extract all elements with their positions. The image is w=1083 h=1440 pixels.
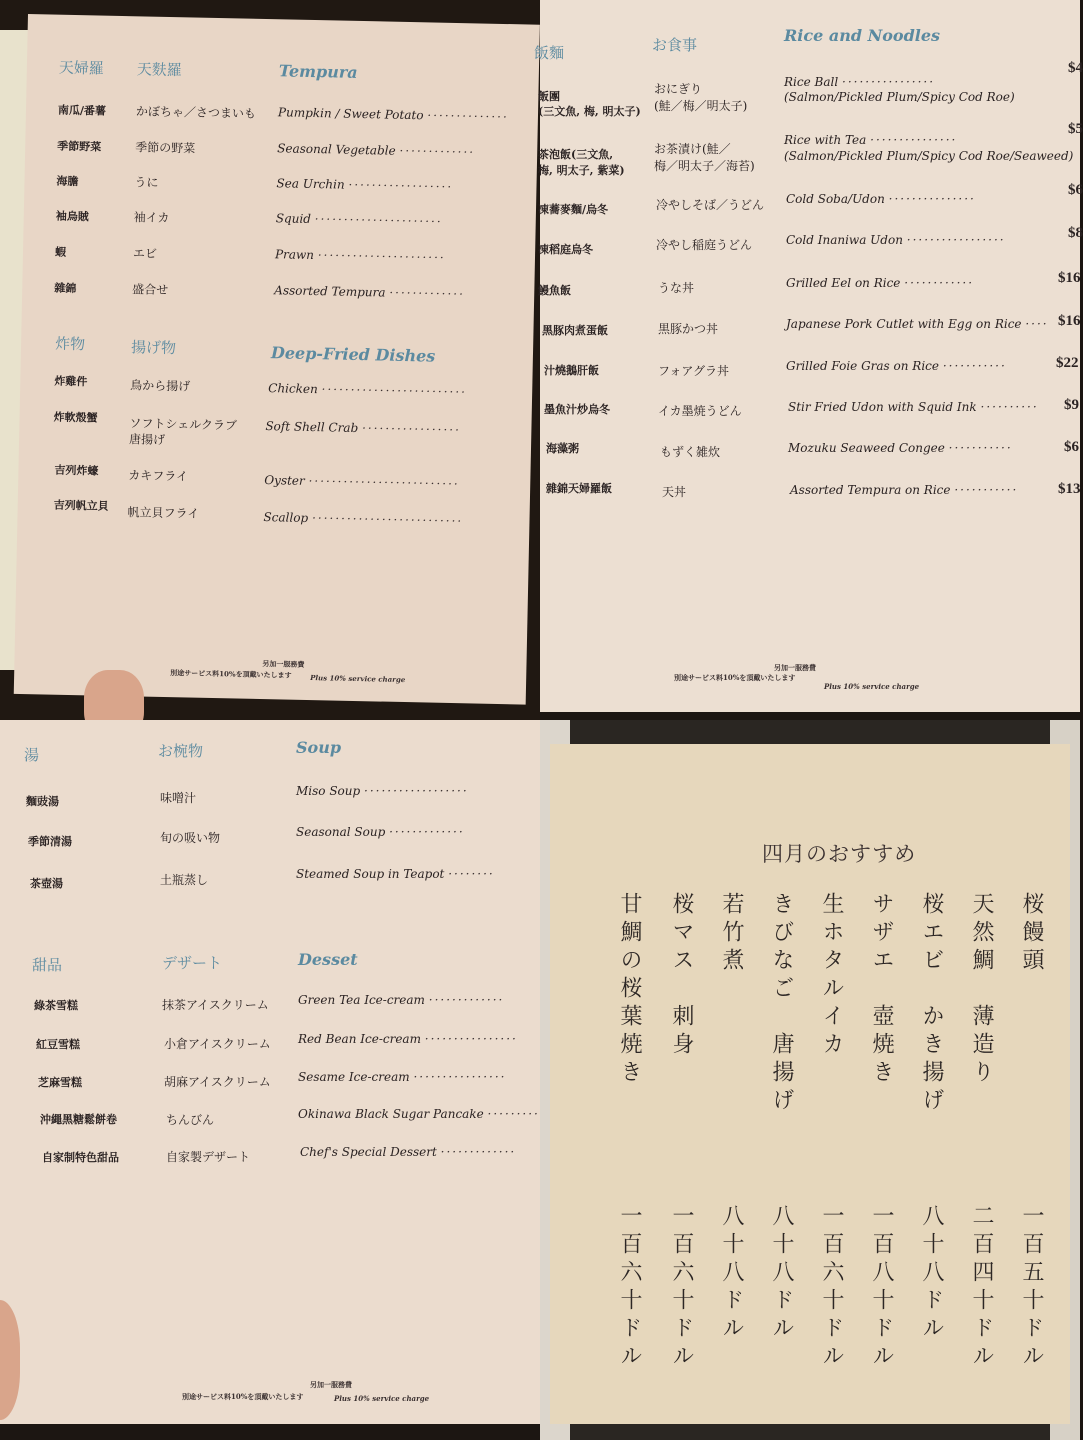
rice-item-en: (Salmon/Pickled Plum/Spicy Cod Roe/Seaweed) (784, 149, 1074, 163)
rice-item-jp: もずく雑炊 (660, 445, 721, 459)
fried-item-zh: 炸軟殼蟹 (53, 410, 98, 425)
april-title: 四月のおすすめ (762, 842, 917, 866)
rice-item-zh: 茶泡飯(三文魚, (538, 148, 614, 161)
soup-header-zh: 湯 (24, 746, 40, 764)
rice-item-jp: イカ墨焼うどん (658, 404, 742, 418)
tempura-item-jp: うに (134, 175, 159, 190)
soup-item-zh: 季節清湯 (28, 835, 72, 848)
fried-item-en: Soft Shell Crab ················· (265, 419, 462, 438)
tempura-item-zh: 蝦 (54, 245, 67, 259)
april-recommendations-photo (540, 720, 1080, 1440)
rice-item-jp: 黒豚かつ丼 (658, 322, 719, 336)
rice-item-jp: 天丼 (662, 485, 687, 499)
fried-item-jp: 鳥から揚げ (130, 378, 191, 394)
service-charge-jp: 別途サービス料10%を頂戴いたします (674, 673, 796, 682)
recommendation-name: サザエ 壺焼き (869, 892, 894, 1088)
dessert-item-en: Red Bean Ice-cream ················ (298, 1032, 518, 1046)
tempura-item-en: Pumpkin / Sweet Potato ·············· (277, 105, 509, 125)
rice-item-en: Cold Inaniwa Udon ················· (786, 233, 1006, 247)
tempura-item-zh: 雜錦 (54, 281, 77, 296)
dessert-item-zh: 沖繩黑糖鬆餅卷 (40, 1113, 117, 1126)
rice-item-price: $4 (1068, 60, 1083, 76)
dessert-item-zh: 綠茶雪糕 (34, 999, 78, 1012)
recommendation-name: 若竹煮 (719, 892, 744, 976)
rice-header-zh: 飯麵 (534, 44, 565, 62)
fried-header-zh: 炸物 (54, 334, 86, 354)
fried-item-en: Oyster ·························· (264, 473, 460, 492)
dessert-header-jp: デザート (162, 954, 223, 972)
recommendation-name: きびなご 唐揚げ (769, 892, 794, 1116)
fried-item-zh: 吉列帆立貝 (53, 498, 109, 513)
tempura-item-jp: エビ (132, 246, 158, 261)
rice-item-zh: 汁燒鵝肝飯 (544, 364, 599, 377)
rice-item-price: $6 (1068, 182, 1083, 198)
tempura-item-jp: かぼちゃ／さつまいも (135, 104, 257, 121)
rice-item-en: Grilled Foie Gras on Rice ··········· (786, 359, 1007, 373)
fried-item-jp: 帆立貝フライ (127, 505, 200, 521)
rice-item-en: (Salmon/Pickled Plum/Spicy Cod Roe) (784, 90, 1015, 104)
rice-item-jp: おにぎり (654, 82, 703, 96)
recommendation-price: 二百四十ドル (969, 1204, 994, 1372)
dessert-item-jp: ちんびん (166, 1113, 215, 1127)
tempura-header-jp: 天麩羅 (136, 60, 183, 80)
tempura-photo (0, 0, 540, 720)
tempura-item-en: Seasonal Vegetable ············· (277, 141, 476, 160)
soup-item-jp: 味噌汁 (160, 791, 197, 805)
recommendation-price: 一百六十ドル (669, 1204, 694, 1372)
recommendation-price: 一百六十ドル (819, 1204, 844, 1372)
soup-dessert-page (0, 720, 540, 1424)
dessert-item-en: Chef's Special Dessert ············· (300, 1145, 517, 1159)
rice-item-zh: 雜錦天婦羅飯 (546, 482, 612, 495)
rice-item-jp: 梅／明太子／海苔) (654, 159, 755, 173)
soup-item-zh: 麵豉湯 (26, 795, 59, 808)
tempura-item-zh: 南瓜/番薯 (57, 103, 107, 118)
fried-item-jp: 唐揚げ (128, 432, 166, 447)
service-charge-jp: 別途サービス料10%を頂戴いたします (170, 668, 292, 680)
rice-item-en: Cold Soba/Udon ··············· (786, 192, 976, 206)
rice-item-price: $5 (1068, 121, 1083, 137)
tempura-item-jp: 袖イカ (133, 210, 170, 226)
rice-item-price: $6 (1064, 439, 1079, 455)
recommendation-name: 桜饅頭 (1019, 892, 1044, 976)
rice-item-en: Grilled Eel on Rice ············ (786, 276, 975, 290)
dessert-item-jp: 胡麻アイスクリーム (164, 1075, 271, 1089)
tempura-item-en: Prawn ······················ (274, 247, 446, 265)
rice-item-zh: 海藻粥 (546, 442, 579, 455)
april-recommendations-card (550, 744, 1070, 1424)
dessert-header-zh: 甜品 (32, 956, 63, 974)
fried-item-en: Chicken ························· (268, 381, 468, 400)
tempura-item-zh: 袖烏賊 (55, 209, 89, 224)
rice-item-en: Rice Ball ················ (784, 75, 936, 89)
rice-item-zh: 墨魚汁炒烏冬 (544, 403, 610, 416)
service-charge-en: Plus 10% service charge (824, 682, 920, 691)
recommendation-price: 一百六十ドル (617, 1204, 642, 1372)
dessert-item-en: Sesame Ice-cream ················ (298, 1070, 507, 1084)
soup-dessert-photo (0, 720, 540, 1440)
rice-item-zh: 飯團 (538, 90, 560, 103)
tempura-item-jp: 盛合せ (132, 282, 169, 297)
fried-item-jp: ソフトシェルクラブ (129, 416, 238, 433)
fried-item-en: Scallop ·························· (263, 510, 464, 529)
tempura-item-en: Assorted Tempura ············· (274, 283, 466, 302)
dessert-item-jp: 抹茶アイスクリーム (162, 998, 269, 1012)
dessert-item-en: Okinawa Black Sugar Pancake ········· (298, 1107, 540, 1121)
service-charge-zh: 另加一服務費 (310, 1380, 352, 1389)
tempura-item-zh: 季節野菜 (57, 139, 102, 154)
dessert-item-zh: 自家制特色甜品 (42, 1151, 119, 1164)
recommendation-price: 一百五十ドル (1019, 1204, 1044, 1372)
rice-noodles-page (534, 0, 1083, 712)
rice-item-price: $16 (1058, 270, 1081, 286)
tempura-item-zh: 海膽 (56, 174, 79, 189)
rice-item-jp: フォアグラ丼 (658, 364, 730, 378)
recommendation-name: 桜エビ かき揚げ (919, 892, 944, 1116)
rice-item-zh: 黑豚肉煮蛋飯 (542, 324, 608, 337)
recommendation-price: 八十八ドル (919, 1204, 944, 1344)
recommendation-name: 天然鯛 薄造り (969, 892, 994, 1088)
rice-item-jp: お茶漬け(鮭／ (654, 142, 731, 156)
rice-item-jp: (鮭／梅／明太子) (654, 99, 748, 113)
rice-item-jp: うな丼 (658, 281, 695, 295)
service-charge-zh: 另加一服務費 (774, 663, 816, 672)
service-charge-zh: 另加一服務費 (262, 659, 305, 669)
recommendation-price: 八十八ドル (719, 1204, 744, 1344)
soup-item-en: Miso Soup ·················· (296, 784, 469, 798)
fried-item-zh: 吉列炸蠔 (54, 463, 99, 478)
rice-item-jp: 冷やしそば／うどん (656, 198, 765, 212)
soup-item-zh: 茶壺湯 (30, 877, 63, 890)
fried-item-zh: 炸雞件 (54, 374, 88, 389)
soup-item-jp: 旬の吸い物 (160, 831, 221, 845)
soup-item-en: Steamed Soup in Teapot ········ (296, 867, 495, 881)
rice-item-zh: 梅, 明太子, 紫菜) (538, 164, 625, 177)
soup-item-jp: 土瓶蒸し (160, 873, 209, 887)
tempura-item-jp: 季節の野菜 (135, 140, 196, 156)
rice-item-en: Stir Fried Udon with Squid Ink ·········· (788, 400, 1039, 414)
dessert-item-jp: 小倉アイスクリーム (164, 1037, 271, 1051)
dessert-item-zh: 芝麻雪糕 (38, 1076, 82, 1089)
rice-item-en: Japanese Pork Cutlet with Egg on Rice ···· (786, 317, 1049, 331)
dessert-item-en: Green Tea Ice-cream ············· (298, 993, 505, 1007)
recommendation-name: 桜マス 刺身 (669, 892, 694, 1060)
rice-item-en: Mozuku Seaweed Congee ··········· (788, 441, 1013, 455)
tempura-header-zh: 天婦羅 (58, 58, 105, 78)
service-charge-jp: 別途サービス料10%を頂戴いたします (182, 1392, 304, 1401)
rice-noodles-photo (534, 0, 1083, 720)
fried-header-en: Deep-Fried Dishes (270, 343, 436, 366)
rice-item-en: Rice with Tea ··············· (784, 133, 958, 147)
rice-header-en: Rice and Noodles (784, 26, 941, 45)
rice-item-price: $16 (1058, 313, 1081, 329)
rice-item-jp: 冷やし稲庭うどん (656, 238, 753, 252)
rice-item-zh: 鰻魚飯 (538, 284, 571, 297)
tempura-item-en: Squid ······················ (275, 211, 443, 229)
tempura-page (14, 14, 540, 705)
rice-item-price: $22 (1056, 355, 1079, 371)
tempura-item-en: Sea Urchin ·················· (276, 176, 454, 194)
dessert-item-jp: 自家製デザート (166, 1150, 251, 1164)
soup-header-en: Soup (296, 738, 342, 757)
rice-item-en: Assorted Tempura on Rice ··········· (790, 483, 1019, 497)
dessert-header-en: Desset (298, 950, 358, 969)
recommendation-price: 八十八ドル (769, 1204, 794, 1344)
recommendation-name: 甘鯛の桜葉焼き (617, 892, 642, 1088)
recommendation-price: 一百八十ドル (869, 1204, 894, 1372)
soup-header-jp: お椀物 (158, 742, 204, 760)
rice-header-jp: お食事 (652, 36, 698, 54)
service-charge-en: Plus 10% service charge (310, 673, 406, 685)
dessert-item-zh: 紅豆雪糕 (36, 1038, 80, 1051)
fried-item-jp: カキフライ (128, 468, 189, 484)
recommendation-name: 生ホタルイカ (819, 892, 844, 1060)
soup-item-en: Seasonal Soup ············· (296, 825, 465, 839)
rice-item-price: $13 (1058, 481, 1081, 497)
rice-item-price: $8 (1068, 225, 1083, 241)
service-charge-en: Plus 10% service charge (334, 1394, 430, 1403)
rice-item-zh: (三文魚, 梅, 明太子) (538, 105, 641, 118)
rice-item-zh: 凍稻庭烏冬 (538, 243, 593, 256)
fried-header-jp: 揚げ物 (130, 338, 177, 358)
tempura-header-en: Tempura (278, 61, 358, 82)
rice-item-zh: 凍蕎麥麵/烏冬 (538, 203, 609, 216)
rice-item-price: $9 (1064, 397, 1079, 413)
